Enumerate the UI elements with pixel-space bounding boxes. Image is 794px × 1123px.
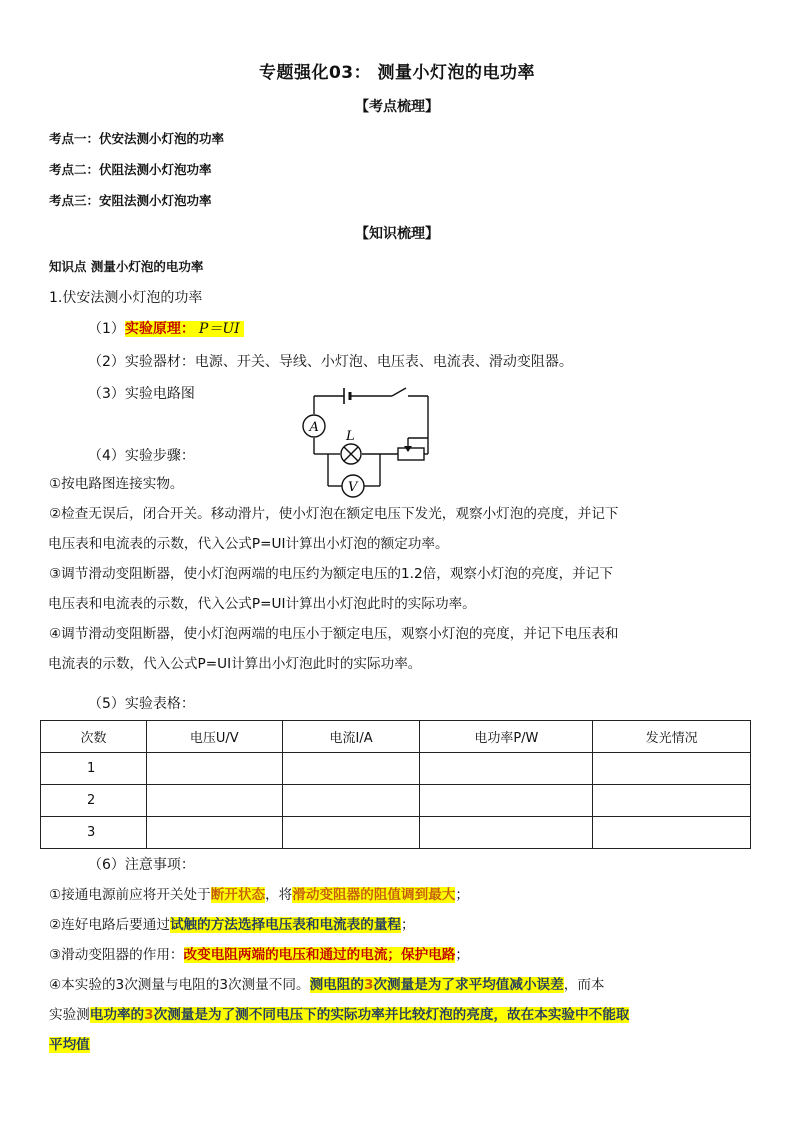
table-header: 电流I/A [282, 721, 420, 753]
note-3-text: ③滑动变阻器的作用： [49, 947, 184, 963]
table-header: 电压U/V [146, 721, 282, 753]
note-2-highlight: 试触的方法选择电压表和电流表的量程 [169, 917, 402, 933]
note-2 [49, 910, 759, 940]
step-1: ①按电路图连接实物。 [49, 476, 184, 492]
note-4-highlight-b: 次测量是为了求平均值减小误差 [373, 977, 564, 993]
item-principle-prefix: （1） [88, 321, 125, 337]
table-cell [282, 785, 420, 817]
table-cell-index: 2 [41, 785, 147, 817]
table-cell [282, 753, 420, 785]
step-4-line-1: ④调节滑动变阻断器，使小灯泡两端的电压小于额定电压，观察小灯泡的亮度，并记下电压表和 [49, 626, 619, 642]
note-1-end: ； [455, 887, 469, 903]
note-1-highlight-a: 断开状态 [210, 887, 266, 903]
table-cell [420, 817, 593, 849]
note-4-text-c: 实验测 [49, 1007, 90, 1023]
table-header: 次数 [41, 721, 147, 753]
table-cell [593, 817, 751, 849]
table-cell-index: 3 [41, 817, 147, 849]
kaodian-item-1: 考点一：伏安法测小灯泡的功率 [49, 131, 225, 146]
note-2-end: ； [401, 917, 415, 933]
principle-formula: P＝UI [195, 321, 244, 337]
note-4-highlight-num: 3 [363, 977, 374, 993]
table-cell-index: 1 [41, 753, 147, 785]
kaodian-item-2: 考点二：伏阻法测小灯泡功率 [49, 162, 212, 177]
table-cell [146, 817, 282, 849]
step-4-line-2: 电流表的示数，代入公式P=UI计算出小灯泡此时的实际功率。 [48, 656, 422, 672]
table-row [41, 753, 751, 785]
method-heading: 1.伏安法测小灯泡的功率 [49, 290, 203, 306]
table-cell [420, 785, 593, 817]
table-row [41, 785, 751, 817]
note-4-line-2 [49, 1000, 759, 1030]
note-4-text-b: ，而本 [563, 977, 605, 993]
step-3-line-2: 电压表和电流表的示数，代入公式P=UI计算出小灯泡此时的实际功率。 [48, 596, 476, 612]
note-1-text: ①接通电源前应将开关处于 [49, 887, 211, 903]
lamp-symbol: L [346, 429, 355, 444]
note-1-highlight-b: 滑动变阻器的阻值调到最大 [292, 887, 456, 903]
page-title: 专题强化03： 测量小灯泡的电功率 [258, 63, 536, 83]
note-3-end: ； [455, 947, 469, 963]
item-table: （5）实验表格： [88, 696, 195, 712]
kaodian-item-3: 考点三：安阻法测小灯泡功率 [49, 193, 212, 208]
note-4-highlight-a: 测电阻的 [309, 977, 364, 993]
step-2-line-2: 电压表和电流表的示数，代入公式P=UI计算出小灯泡的额定功率。 [48, 536, 449, 552]
note-4-line-1 [49, 970, 759, 1000]
section-heading-kaodian: 【考点梳理】 [355, 99, 439, 115]
step-2-line-1: ②检查无误后，闭合开关。移动滑片，使小灯泡在额定电压下发光，观察小灯泡的亮度，并记下 [49, 506, 619, 522]
table-header: 电功率P/W [420, 721, 593, 753]
section-heading-zhishi: 【知识梳理】 [355, 226, 439, 242]
table-header-row [41, 721, 751, 753]
voltmeter-symbol: V [348, 480, 358, 495]
table-cell [146, 753, 282, 785]
table-cell [282, 817, 420, 849]
note-4-highlight-d: 次测量是为了测不同电压下的实际功率并比较灯泡的亮度，故在本实验中不能取 [153, 1007, 630, 1023]
step-3-line-1: ③调节滑动变阻断器，使小灯泡两端的电压约为额定电压的1.2倍，观察小灯泡的亮度，并记下 [49, 566, 613, 582]
item-circuit-diagram: （3）实验电路图 [88, 386, 195, 402]
knowledge-title: 知识点 测量小灯泡的电功率 [49, 259, 204, 274]
item-principle-label: 实验原理： [124, 321, 195, 337]
note-4-line-3 [49, 1030, 759, 1060]
table-row [41, 817, 751, 849]
table-cell [593, 753, 751, 785]
item-principle [88, 318, 244, 338]
table-cell [593, 785, 751, 817]
ammeter-symbol: A [309, 420, 319, 435]
note-3 [49, 940, 759, 970]
experiment-table [40, 720, 751, 849]
table-cell [420, 753, 593, 785]
item-steps: （4）实验步骤： [88, 448, 195, 464]
table-cell [146, 785, 282, 817]
note-4-highlight-num-2: 3 [144, 1007, 154, 1023]
note-1 [49, 880, 759, 910]
note-4-text: ④本实验的3次测量与电阻的3次测量不同。 [49, 977, 310, 993]
table-header: 发光情况 [593, 721, 751, 753]
note-1-text-b: ，将 [265, 887, 293, 903]
item-notes: （6）注意事项： [88, 857, 195, 873]
notes-block [49, 880, 759, 1060]
note-2-text: ②连好电路后要通过 [49, 917, 170, 933]
note-4-highlight-c: 电功率的 [89, 1007, 145, 1023]
note-4-highlight-e: 平均值 [49, 1037, 90, 1053]
item-equipment: （2）实验器材：电源、开关、导线、小灯泡、电压表、电流表、滑动变阻器。 [88, 354, 573, 370]
steps-block [49, 469, 759, 679]
note-3-highlight: 改变电阻两端的电压和通过的电流；保护电路 [183, 947, 456, 963]
